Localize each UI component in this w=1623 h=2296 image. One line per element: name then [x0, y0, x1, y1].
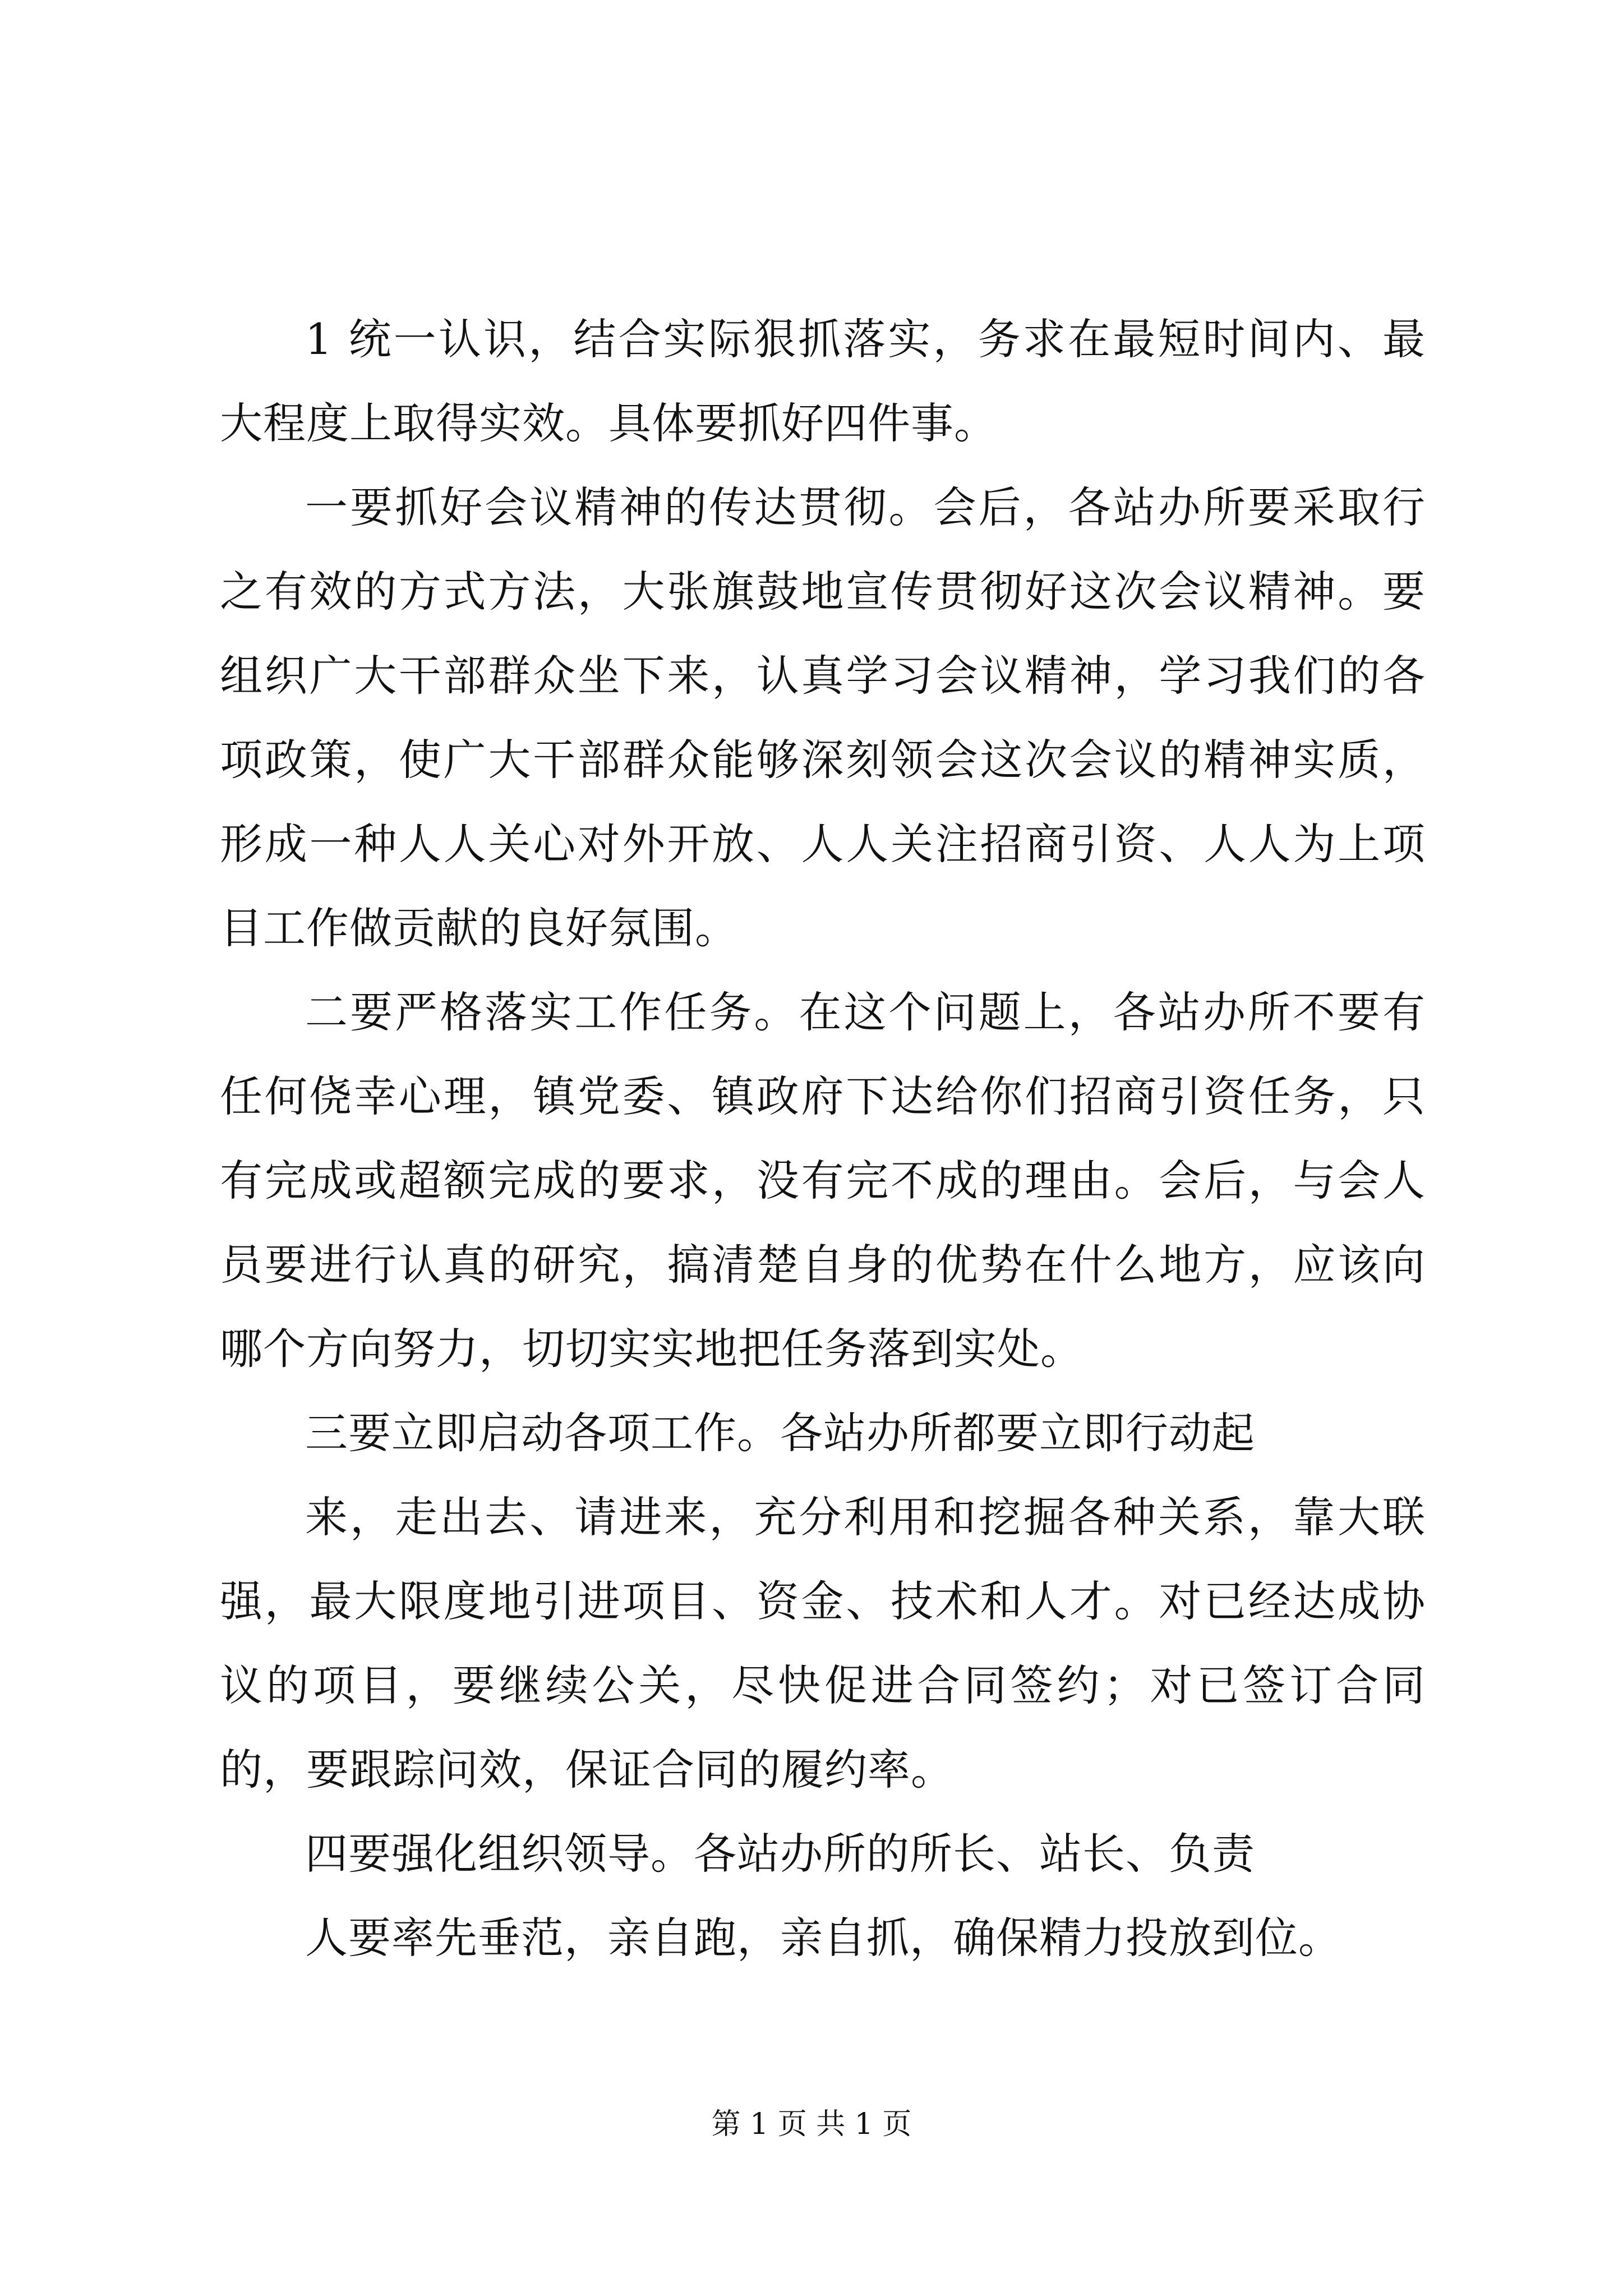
paragraph-4: 三要立即启动各项工作。各站办所都要立即行动起	[305, 1408, 1255, 1458]
paragraph-3: 二要严格落实工作任务。在这个问题上，各站办所不要有任何侥幸心理，镇党委、镇政府下达给你们招商引资任务，只有完成或超额完成的要求，没有完不成的理由。会后，与会人员要进行认真的研究，搞清楚自身的优势在什么地方，应该向哪个方向努力，切切实实地把任务落到实处。	[220, 987, 1426, 1374]
paragraph-5: 来，走出去、请进来，充分利用和挖掘各种关系，靠大联强，最大限度地引进项目、资金、技术和人才。对已经达成协议的项目，要继续公关，尽快促进合同签约；对已签订合同的，要跟踪问效，保证合同的履约率。	[220, 1492, 1426, 1795]
paragraph-6: 四要强化组织领导。各站办所的所长、站长、负责	[305, 1829, 1255, 1879]
page-footer: 第 1 页 共 1 页	[711, 2108, 912, 2141]
document-body	[220, 297, 1426, 1980]
paragraph-2: 一要抓好会议精神的传达贯彻。会后，各站办所要采取行之有效的方式方法，大张旗鼓地宣传贯彻好这次会议精神。要组织广大干部群众坐下来，认真学习会议精神，学习我们的各项政策，使广大干部群众能够深刻领会这次会议的精神实质，形成一种人人关心对外开放、人人关注招商引资、人人为上项目工作做贡献的良好氛围。	[220, 482, 1426, 953]
paragraph-7: 人要率先垂范，亲自跑，亲自抓，确保精力投放到位。	[305, 1913, 1341, 1963]
paragraph-1: 1 统一认识，结合实际狠抓落实，务求在最短时间内、最大程度上取得实效。具体要抓好四件事。	[220, 314, 1426, 448]
